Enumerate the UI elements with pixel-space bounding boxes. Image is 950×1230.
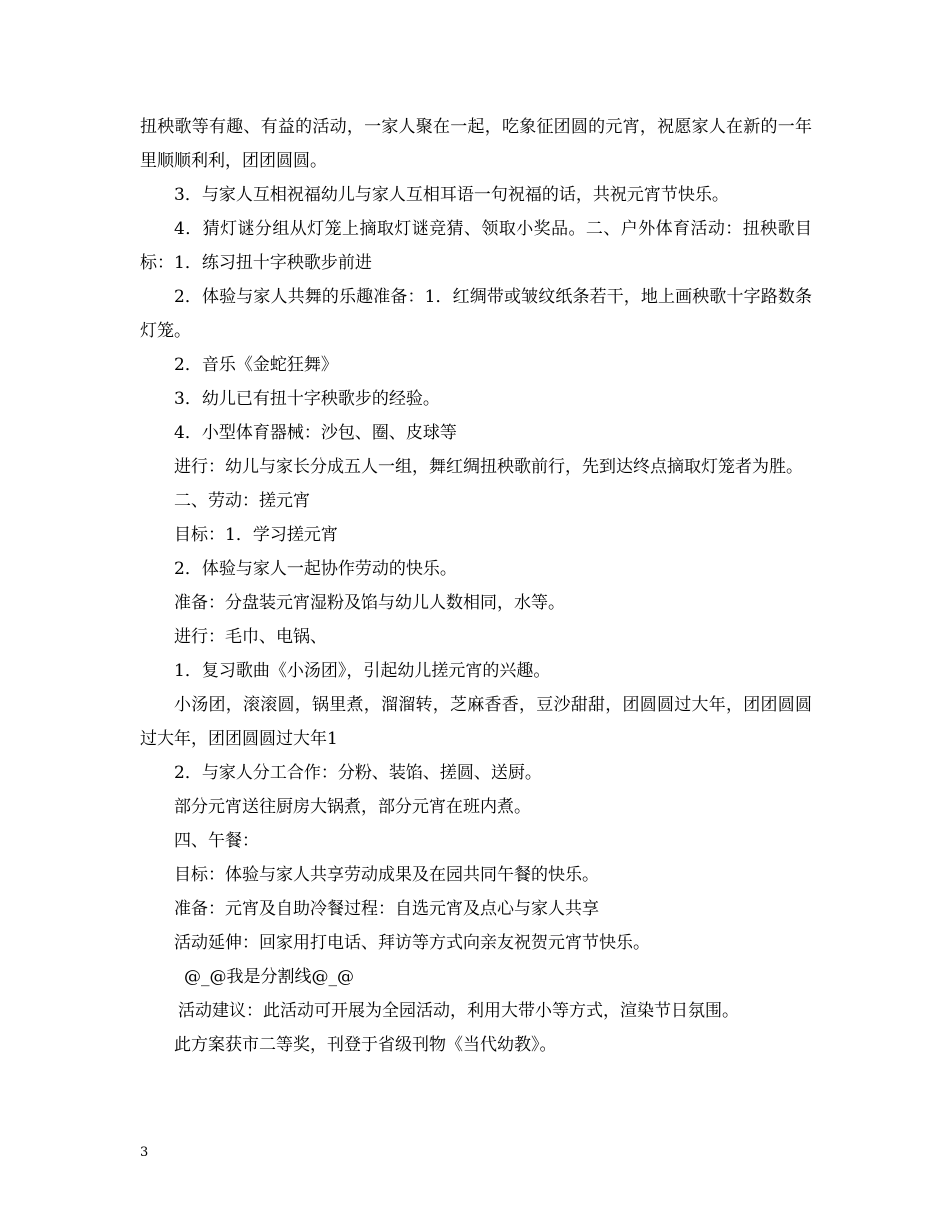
paragraph: 1．复习歌曲《小汤团》，引起幼儿搓元宵的兴趣。: [174, 661, 551, 681]
section-heading: 二、劳动：搓元宵: [174, 491, 310, 511]
paragraph: 目标：体验与家人共享劳动成果及在园共同午餐的快乐。: [174, 865, 599, 885]
divider-text: @_@我是分割线@_@: [184, 967, 354, 987]
paragraph: 准备：元宵及自助冷餐过程：自选元宵及点心与家人共享: [174, 899, 599, 919]
paragraph: 进行：毛巾、电锅、: [174, 627, 327, 647]
document-body: [140, 110, 812, 1062]
paragraph: 此方案获市二等奖，刊登于省级刊物《当代幼教》。: [174, 1035, 557, 1055]
paragraph: 3．幼儿已有扭十字秧歌步的经验。: [174, 389, 440, 409]
paragraph: 目标：1．学习搓元宵: [174, 525, 338, 545]
paragraph: 准备：分盘装元宵湿粉及馅与幼儿人数相同，水等。: [174, 593, 565, 613]
paragraph: 3．与家人互相祝福幼儿与家人互相耳语一句祝福的话，共祝元宵节快乐。: [174, 185, 729, 205]
paragraph: 活动延伸：回家用打电话、拜访等方式向亲友祝贺元宵节快乐。: [174, 933, 650, 953]
paragraph: 部分元宵送往厨房大锅煮，部分元宵在班内煮。: [174, 797, 531, 817]
paragraph: 进行：幼儿与家长分成五人一组，舞红绸扭秧歌前行，先到达终点摘取灯笼者为胜。: [174, 457, 803, 477]
song-lyrics: 小汤团，滚滚圆，锅里煮，溜溜转，芝麻香香，豆沙甜甜，团圆圆过大年，团团圆圆过大年，团团圆圆过大年1: [140, 695, 812, 749]
section-heading: 四、午餐：: [174, 831, 259, 851]
paragraph: 2．与家人分工合作：分粉、装馅、搓圆、送厨。: [174, 763, 542, 783]
page-number: 3: [140, 1145, 149, 1160]
paragraph: 活动建议：此活动可开展为全园活动，利用大带小等方式，渲染节日氛围。: [178, 1001, 739, 1021]
paragraph: 2．体验与家人一起协作劳动的快乐。: [174, 559, 457, 579]
paragraph: 4．猜灯谜分组从灯笼上摘取灯谜竞猜、领取小奖品。二、户外体育活动：扭秧歌目标：1．练习扭十字秧歌步前进: [140, 219, 812, 273]
paragraph: 4．小型体育器械：沙包、圈、皮球等: [174, 423, 457, 443]
paragraph: 扭秧歌等有趣、有益的活动，一家人聚在一起，吃象征团圆的元宵，祝愿家人在新的一年里顺顺利利，团团圆圆。: [140, 117, 812, 171]
paragraph: 2．体验与家人共舞的乐趣准备：1．红绸带或皱纹纸条若干，地上画秧歌十字路数条灯笼。: [140, 287, 812, 341]
paragraph: 2．音乐《金蛇狂舞》: [174, 355, 338, 375]
